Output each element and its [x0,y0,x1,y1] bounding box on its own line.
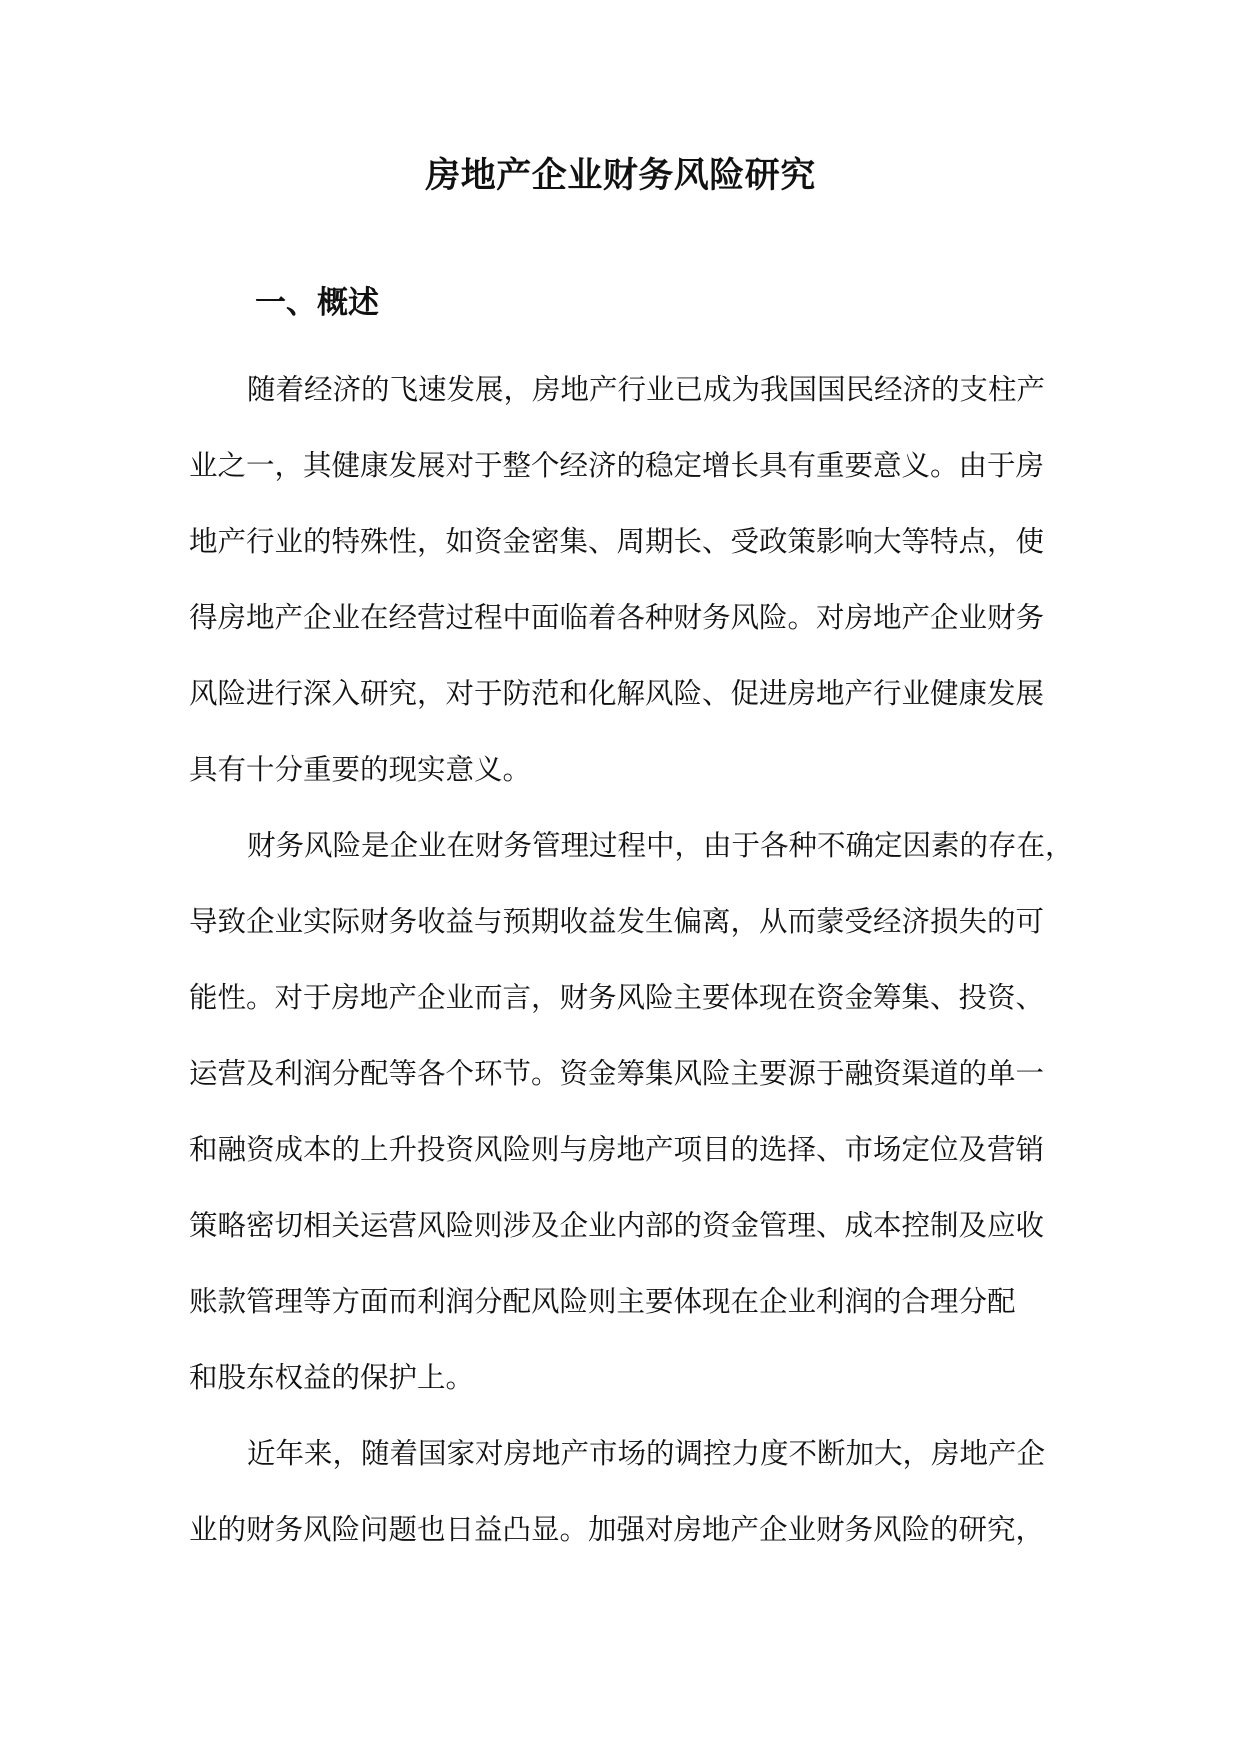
paragraph-line: 得房地产企业在经营过程中面临着各种财务风险。对房地产企业财务 [189,601,1045,634]
paragraph-line: 业的财务风险问题也日益凸显。加强对房地产企业财务风险的研究， [189,1513,1045,1546]
document-title: 房地产企业财务风险研究 [425,155,816,196]
paragraph-line: 随着经济的飞速发展，房地产行业已成为我国国民经济的支柱产 [247,373,1046,406]
paragraph-line: 账款管理等方面而利润分配风险则主要体现在企业利润的合理分配 [189,1285,1016,1318]
paragraph-line: 导致企业实际财务收益与预期收益发生偏离，从而蒙受经济损失的可 [189,905,1045,938]
paragraph-line: 财务风险是企业在财务管理过程中，由于各种不确定因素的存在， [247,829,1074,862]
paragraph-line: 运营及利润分配等各个环节。资金筹集风险主要源于融资渠道的单一 [189,1057,1045,1090]
paragraph-line: 地产行业的特殊性，如资金密集、周期长、受政策影响大等特点，使 [189,525,1045,558]
paragraph-line: 风险进行深入研究，对于防范和化解风险、促进房地产行业健康发展 [189,677,1045,710]
paragraph-line: 业之一，其健康发展对于整个经济的稳定增长具有重要意义。由于房 [189,449,1045,482]
paragraph-line: 策略密切相关运营风险则涉及企业内部的资金管理、成本控制及应收 [189,1209,1045,1242]
paragraph-line: 能性。对于房地产企业而言，财务风险主要体现在资金筹集、投资、 [189,981,1045,1014]
paragraph-line: 和融资成本的上升投资风险则与房地产项目的选择、市场定位及营销 [189,1133,1045,1166]
paragraph-line: 具有十分重要的现实意义。 [189,753,532,786]
paragraph-line: 近年来，随着国家对房地产市场的调控力度不断加大，房地产企 [247,1437,1046,1470]
section-heading: 一、概述 [255,285,379,321]
paragraph-line: 和股东权益的保护上。 [189,1361,475,1394]
